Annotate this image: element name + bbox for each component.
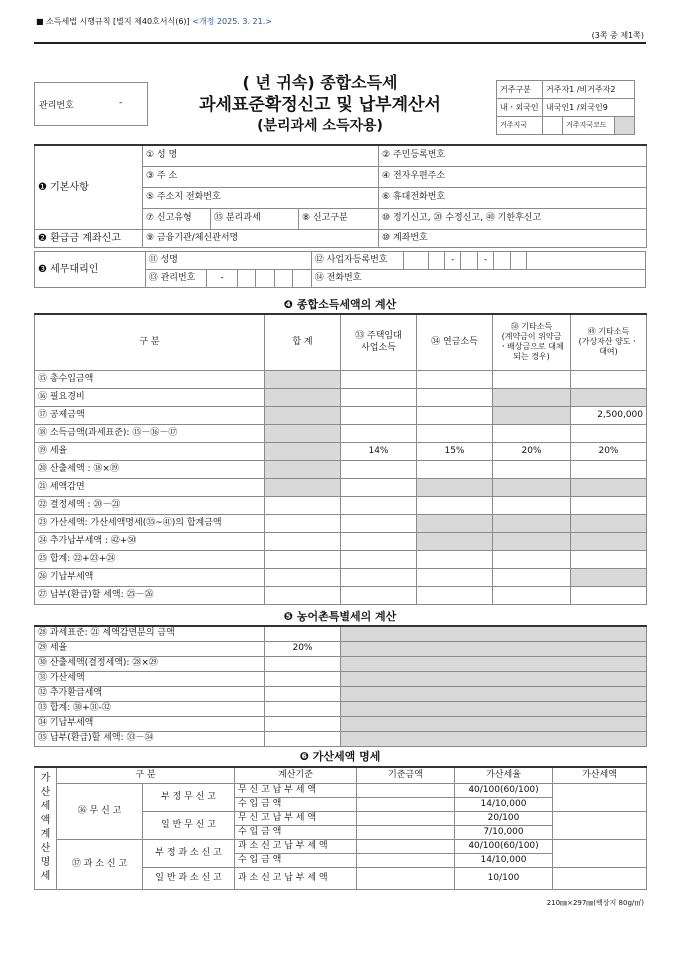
calc-cell <box>493 532 571 550</box>
penalty-section-title: ❻ 가산세액 명세 <box>299 750 381 763</box>
calc-cell[interactable] <box>417 550 493 568</box>
penalty-col-base: 기준금액 <box>357 767 455 783</box>
agent-mgmt-label: ⑬ 관리번호 <box>145 270 207 288</box>
title-line2: 과세표준확정신고 및 납부계산서 <box>199 95 441 115</box>
calc-cell[interactable] <box>341 496 417 514</box>
nationality-value[interactable]: 내국인1 /외국인9 <box>543 99 635 117</box>
calc-row <box>35 460 647 478</box>
management-number-value: - <box>119 98 123 108</box>
rural-gray-cell <box>341 731 647 746</box>
calc-row <box>35 568 647 586</box>
calc-row <box>35 388 647 406</box>
basic-section-label: ❶ 기본사항 <box>35 145 143 229</box>
rural-amount[interactable] <box>265 656 341 671</box>
penalty-amount[interactable] <box>553 867 647 889</box>
calc-cell[interactable] <box>341 550 417 568</box>
penalty-rate: 10/100 <box>455 867 553 889</box>
calc-cell <box>265 370 341 388</box>
penalty-amount[interactable] <box>553 839 647 867</box>
rural-row <box>35 671 647 686</box>
nationality-label: 내ㆍ외국인 <box>497 99 543 117</box>
rural-row-label: ㉞ 기납부세액 <box>35 716 265 731</box>
calc-cell[interactable] <box>417 406 493 424</box>
agent-name-field[interactable]: ⑪ 성명 <box>145 252 311 270</box>
basic-info-table <box>34 144 647 248</box>
calc-row-label: ㉑ 세액감면 <box>35 478 265 496</box>
rural-tax-table <box>34 625 647 747</box>
calc-cell[interactable] <box>571 586 647 604</box>
penalty-rate: 40/100(60/100) <box>455 839 553 853</box>
rural-row <box>35 641 647 656</box>
calc-cell[interactable] <box>571 424 647 442</box>
agent-table <box>34 251 646 288</box>
title-line3: (분리과세 소득자용) <box>257 118 383 134</box>
calc-cell <box>571 514 647 532</box>
calc-cell[interactable] <box>417 460 493 478</box>
mobile-field[interactable]: ⑥ 휴대전화번호 <box>379 187 647 208</box>
bizno-dash: - <box>445 252 461 270</box>
penalty-sub-fraud-nonfiling: 부 정 무 신 고 <box>143 783 235 811</box>
calc-row <box>35 496 647 514</box>
residency-label: 거주구분 <box>497 81 543 99</box>
bizno-box[interactable] <box>510 252 526 270</box>
calc-cell[interactable]: 20% <box>493 442 571 460</box>
calc-cell <box>417 514 493 532</box>
rural-amount[interactable] <box>265 731 341 746</box>
email-field[interactable]: ④ 전자우편주소 <box>379 166 647 187</box>
col-pension-income: ㉞ 연금소득 <box>417 314 493 370</box>
penalty-basis: 무 신 고 납 부 세 액 <box>235 783 357 797</box>
calc-row <box>35 478 647 496</box>
law-reference-text: ■ 소득세법 시행규칙 [별지 제40호서식(6)] <box>36 17 190 26</box>
residency-table <box>496 80 635 135</box>
rural-row <box>35 701 647 716</box>
calc-cell[interactable] <box>341 370 417 388</box>
rural-row <box>35 731 647 746</box>
calc-row-label: ⑱ 소득금액(과세표준): ⑮－⑯－⑰ <box>35 424 265 442</box>
calc-row-label: ㉕ 합계: ㉒+㉓+㉔ <box>35 550 265 568</box>
calc-row-label: ⑲ 세율 <box>35 442 265 460</box>
penalty-col-gubun: 구 분 <box>57 767 235 783</box>
calc-cell[interactable] <box>341 406 417 424</box>
penalty-basis: 과 소 신 고 납 부 세 액 <box>235 867 357 889</box>
calc-row-label: ㉖ 기납부세액 <box>35 568 265 586</box>
agent-phone-field[interactable]: ⑭ 전화번호 <box>311 270 645 288</box>
calc-cell <box>571 388 647 406</box>
col-virtual-asset: ㊾ 기타소득 (가상자산 양도ㆍ 대여) <box>571 314 647 370</box>
calc-row-label: ㉔ 추가납부세액 : ㊷+㊿ <box>35 532 265 550</box>
calc-cell[interactable] <box>493 496 571 514</box>
calc-row <box>35 424 647 442</box>
calc-row <box>35 514 647 532</box>
calc-cell <box>265 388 341 406</box>
penalty-rate: 20/100 <box>455 811 553 825</box>
rural-amount[interactable] <box>265 701 341 716</box>
calc-cell[interactable] <box>265 496 341 514</box>
filing-type-value[interactable]: ㉟ 분리과세 <box>211 208 299 229</box>
calc-cell[interactable] <box>417 568 493 586</box>
rural-gray-cell <box>341 641 647 656</box>
col-rent-income: ㉝ 주택임대 사업소득 <box>341 314 417 370</box>
calc-cell[interactable] <box>417 496 493 514</box>
penalty-rate: 14/10,000 <box>455 797 553 811</box>
calc-cell[interactable] <box>493 550 571 568</box>
calc-row <box>35 370 647 388</box>
rural-row <box>35 626 647 641</box>
calc-cell[interactable]: 14% <box>341 442 417 460</box>
calc-cell[interactable] <box>341 388 417 406</box>
rural-row <box>35 656 647 671</box>
penalty-sub-fraud-underreport: 부 정 과 소 신 고 <box>143 839 235 867</box>
rural-amount[interactable]: 20% <box>265 641 341 656</box>
calc-row <box>35 406 647 424</box>
calc-row-label: ㉗ 납부(환급)할 세액: ㉕－㉖ <box>35 586 265 604</box>
rural-gray-cell <box>341 626 647 641</box>
calc-cell[interactable] <box>341 478 417 496</box>
penalty-table <box>34 766 647 890</box>
bizno-box[interactable] <box>494 252 510 270</box>
calc-cell <box>493 388 571 406</box>
calc-cell[interactable] <box>341 460 417 478</box>
calc-row-label: ㉓ 가산세액: 가산세액명세(㉟~㊶)의 합계금액 <box>35 514 265 532</box>
calc-cell[interactable] <box>493 370 571 388</box>
penalty-basis: 수 입 금 액 <box>235 797 357 811</box>
rural-gray-cell <box>341 671 647 686</box>
rural-gray-cell <box>341 716 647 731</box>
mgmt-box[interactable] <box>237 270 255 288</box>
calc-cell[interactable] <box>417 424 493 442</box>
penalty-basis: 과 소 신 고 납 부 세 액 <box>235 839 357 853</box>
penalty-col-amount: 가산세액 <box>553 767 647 783</box>
col-other-income: ㊿ 기타소득 (계약금이 위약금 ㆍ배상금으로 대체 되는 경우) <box>493 314 571 370</box>
calc-cell[interactable] <box>571 550 647 568</box>
rural-amount[interactable] <box>265 716 341 731</box>
rural-gray-cell <box>341 656 647 671</box>
calc-cell <box>265 460 341 478</box>
top-rule <box>34 42 646 44</box>
penalty-sub-general-nonfiling: 일 반 무 신 고 <box>143 811 235 839</box>
rural-section-title: ❺ 농어촌특별세의 계산 <box>283 610 397 623</box>
account-field[interactable]: ⑩ 계좌번호 <box>379 229 647 247</box>
management-number-label: 관리번호 <box>39 101 74 111</box>
calc-cell <box>571 478 647 496</box>
penalty-basis: 수 입 금 액 <box>235 825 357 839</box>
bizno-box[interactable] <box>461 252 477 270</box>
rural-row-label: ㉚ 산출세액(결정세액): ㉘×㉙ <box>35 656 265 671</box>
calc-cell <box>493 478 571 496</box>
penalty-base-amount[interactable] <box>357 797 455 811</box>
bank-field[interactable]: ⑨ 금융기관/체신관서명 <box>143 229 379 247</box>
calc-cell[interactable] <box>265 586 341 604</box>
penalty-side-label: 가 산 세 액 계 산 명 세 <box>35 767 57 889</box>
amendment-date: <개정 2025. 3. 21.> <box>192 17 272 26</box>
calc-cell[interactable] <box>341 568 417 586</box>
calc-section-title: ❹ 종합소득세액의 계산 <box>283 298 397 311</box>
calc-cell <box>265 442 341 460</box>
country-field[interactable] <box>543 117 563 135</box>
penalty-base-amount[interactable] <box>357 867 455 889</box>
calc-cell <box>571 532 647 550</box>
calc-cell[interactable] <box>265 532 341 550</box>
calc-row-label: ⑳ 산출세액 : ⑱×⑲ <box>35 460 265 478</box>
phone-field[interactable]: ⑤ 주소지 전화번호 <box>143 187 379 208</box>
rural-amount[interactable] <box>265 626 341 641</box>
col-total: 합 계 <box>265 314 341 370</box>
residency-value[interactable]: 거주자1 /비거주자2 <box>543 81 635 99</box>
calc-row-label: ⑮ 총수입금액 <box>35 370 265 388</box>
penalty-rate: 14/10,000 <box>455 853 553 867</box>
calc-row <box>35 550 647 568</box>
penalty-rate: 7/10,000 <box>455 825 553 839</box>
refund-section-label: ❷ 환급금 계좌신고 <box>35 229 143 247</box>
penalty-sub-general-underreport: 일 반 과 소 신 고 <box>143 867 235 889</box>
calc-cell[interactable] <box>417 388 493 406</box>
filing-class-label: ⑧ 신고구분 <box>299 208 379 229</box>
penalty-rate: 40/100(60/100) <box>455 783 553 797</box>
paper-spec: 210㎜×297㎜(백상지 80g/㎡) <box>546 899 644 907</box>
rural-row-label: ㉟ 납부(환급)할 세액: ㉝－㉞ <box>35 731 265 746</box>
penalty-base-amount[interactable] <box>357 825 455 839</box>
penalty-base-amount[interactable] <box>357 783 455 797</box>
calc-cell[interactable] <box>493 460 571 478</box>
rrn-field[interactable]: ② 주민등록번호 <box>379 145 647 166</box>
form-title <box>160 72 480 136</box>
calc-cell[interactable] <box>493 424 571 442</box>
calc-cell <box>493 406 571 424</box>
calc-cell[interactable] <box>493 568 571 586</box>
penalty-amount[interactable] <box>553 811 647 839</box>
penalty-base-amount[interactable] <box>357 811 455 825</box>
rural-amount[interactable] <box>265 686 341 701</box>
col-gubun: 구 분 <box>35 314 265 370</box>
tax-calc-table <box>34 313 647 605</box>
rural-gray-cell <box>341 701 647 716</box>
penalty-base-amount[interactable] <box>357 853 455 867</box>
rural-row-label: ㉜ 추가환급세액 <box>35 686 265 701</box>
penalty-col-basis: 계산기준 <box>235 767 357 783</box>
calc-row-label: ⑯ 필요경비 <box>35 388 265 406</box>
rural-row <box>35 686 647 701</box>
penalty-group-nonfiling: ㊱ 무 신 고 <box>57 783 143 839</box>
agent-section-label: ❸ 세무대리인 <box>35 252 146 288</box>
calc-cell <box>417 478 493 496</box>
calc-cell[interactable] <box>265 550 341 568</box>
rural-row-label: ㉙ 세율 <box>35 641 265 656</box>
agent-bizno-label: ⑫ 사업자등록번호 <box>311 252 403 270</box>
calc-row <box>35 586 647 604</box>
penalty-basis: 수 입 금 액 <box>235 853 357 867</box>
calc-cell[interactable] <box>341 514 417 532</box>
mgmt-box[interactable] <box>293 270 312 288</box>
calc-cell[interactable] <box>417 370 493 388</box>
calc-cell[interactable] <box>341 532 417 550</box>
mgmt-box[interactable] <box>256 270 274 288</box>
rural-gray-cell <box>341 686 647 701</box>
calc-cell[interactable] <box>265 514 341 532</box>
rural-row-label: ㉘ 과세표준: ㉑ 세액감면분의 금액 <box>35 626 265 641</box>
calc-cell <box>571 568 647 586</box>
law-reference <box>36 16 272 27</box>
page-indicator: (3쪽 중 제1쪽) <box>591 31 644 40</box>
calc-cell[interactable]: 2,500,000 <box>571 406 647 424</box>
calc-cell <box>265 424 341 442</box>
penalty-amount[interactable] <box>553 783 647 811</box>
penalty-group-underreport: ㊲ 과 소 신 고 <box>57 839 143 889</box>
calc-cell[interactable] <box>571 370 647 388</box>
calc-cell <box>265 406 341 424</box>
title-line1: ( 년 귀속) 종합소득세 <box>242 73 398 92</box>
calc-cell[interactable] <box>341 586 417 604</box>
calc-cell[interactable] <box>571 496 647 514</box>
calc-row <box>35 532 647 550</box>
calc-cell[interactable]: 20% <box>571 442 647 460</box>
penalty-basis: 무 신 고 납 부 세 액 <box>235 811 357 825</box>
rural-row-label: ㉝ 합계: ㉚+㉛-㉜ <box>35 701 265 716</box>
calc-row-label: ㉒ 결정세액 : ⑳－㉑ <box>35 496 265 514</box>
bizno-box[interactable] <box>428 252 444 270</box>
country-code-label: 거주지국코드 <box>563 117 615 135</box>
calc-cell[interactable] <box>265 568 341 586</box>
calc-cell <box>417 532 493 550</box>
calc-cell[interactable] <box>341 424 417 442</box>
bizno-dash: - <box>477 252 493 270</box>
bizno-box[interactable] <box>404 252 429 270</box>
filing-type-label: ⑦ 신고유형 <box>143 208 211 229</box>
rural-amount[interactable] <box>265 671 341 686</box>
calc-cell[interactable]: 15% <box>417 442 493 460</box>
penalty-col-rate: 가산세율 <box>455 767 553 783</box>
calc-cell <box>493 514 571 532</box>
calc-cell[interactable] <box>417 586 493 604</box>
mgmt-box[interactable] <box>274 270 292 288</box>
address-field[interactable]: ③ 주 소 <box>143 166 379 187</box>
country-label: 거주지국 <box>497 117 543 135</box>
agent-mgmt-dash: - <box>207 270 238 288</box>
calc-cell[interactable] <box>493 586 571 604</box>
calc-row-label: ⑰ 공제금액 <box>35 406 265 424</box>
filing-class-value[interactable]: ⑩ 정기신고, ⑳ 수정신고, ㊵ 기한후신고 <box>379 208 647 229</box>
country-code-field[interactable] <box>615 117 635 135</box>
calc-row <box>35 442 647 460</box>
bizno-box[interactable] <box>526 252 645 270</box>
rural-row-label: ㉛ 가산세액 <box>35 671 265 686</box>
calc-cell <box>265 478 341 496</box>
calc-cell[interactable] <box>571 460 647 478</box>
management-number-box <box>34 82 148 126</box>
name-field[interactable]: ① 성 명 <box>143 145 379 166</box>
rural-row <box>35 716 647 731</box>
penalty-base-amount[interactable] <box>357 839 455 853</box>
